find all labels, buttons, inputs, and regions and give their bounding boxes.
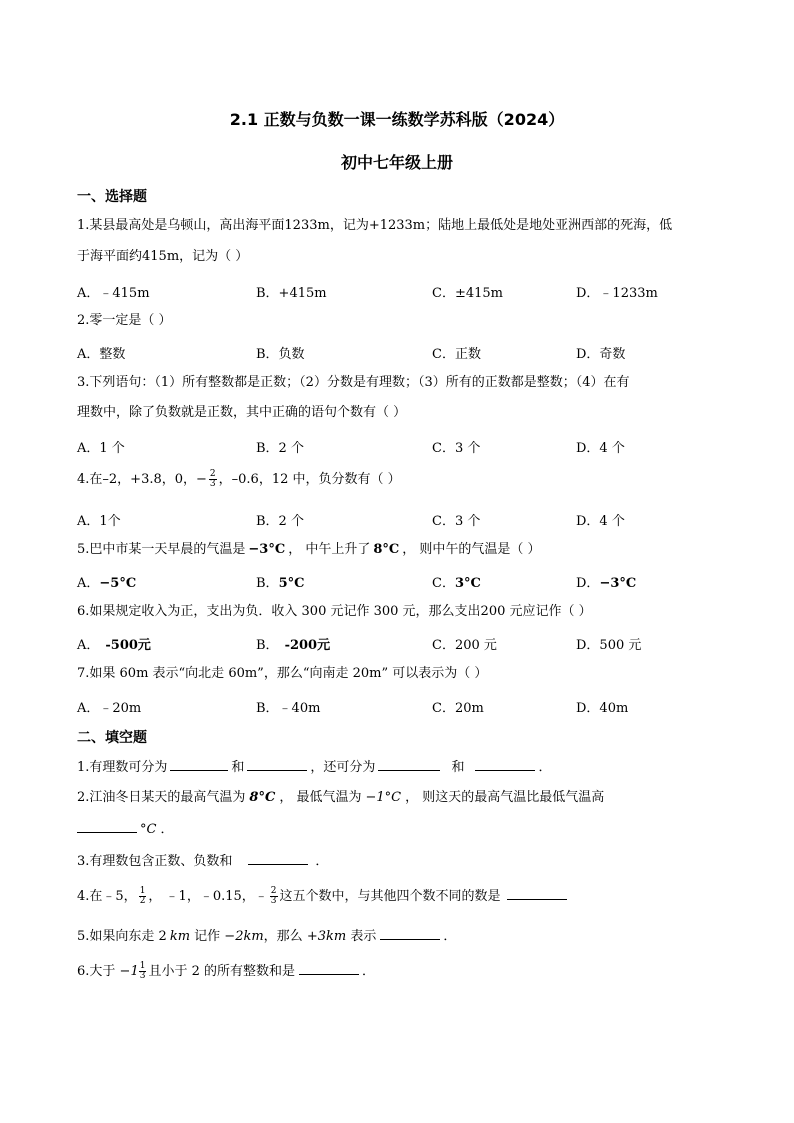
fill-2-blank[interactable] <box>77 820 137 833</box>
option-3c: C．3 个 <box>432 441 481 456</box>
question-4-minus: − <box>196 472 207 487</box>
fill-1-mid: ，还可分为 <box>310 760 376 775</box>
option-7b: B．﹣40m <box>256 701 321 716</box>
fill-5-mid-2: ，那么 <box>263 929 307 944</box>
fill-2-unit: °C <box>140 822 157 837</box>
question-5-temp-1: −3°C <box>248 542 286 557</box>
fill-3-blank[interactable] <box>248 852 308 865</box>
fill-4-pre: 4.在﹣5， <box>77 889 137 904</box>
fill-5-end: ． <box>443 929 457 944</box>
option-6b-value: -200元 <box>284 638 331 653</box>
fill-4-mid: ， ﹣1，﹣0.15，﹣ <box>148 889 268 904</box>
fill-1 <box>77 758 551 777</box>
option-5b-label: B． <box>256 576 279 591</box>
fill-2-post: ， 则这天的最高气温比最低气温高 <box>405 790 605 805</box>
fill-6 <box>77 962 375 981</box>
fill-2-line-1 <box>77 789 604 807</box>
fill-4-fraction-2 <box>270 887 278 906</box>
question-4 <box>77 470 401 489</box>
fill-5-blank[interactable] <box>380 927 440 940</box>
fill-4 <box>77 887 570 906</box>
question-4-pre: 4.在–2，+3.8，0， <box>77 472 197 487</box>
fill-3-pre: 3.有理数包含正数、负数和 <box>77 854 233 869</box>
option-5d-label: D． <box>576 576 600 591</box>
option-5a <box>77 572 136 591</box>
option-4b: B．2 个 <box>256 514 304 529</box>
option-5a-value: −5°C <box>99 576 137 591</box>
option-7c: C．20m <box>432 701 484 716</box>
fill-1-pre: 1.有理数可分为 <box>77 760 168 775</box>
document-title: 2.1 正数与负数一课一练数学苏科版（2024） <box>229 110 565 129</box>
fill-3-end: ． <box>315 854 329 869</box>
fill-5-mid-1: 记作 <box>190 929 225 944</box>
fill-4-denominator-2: 3 <box>270 896 277 906</box>
option-1c: C．±415m <box>432 286 503 301</box>
option-1b: B．+415m <box>256 286 327 301</box>
fill-5-value-1: −2km <box>224 929 264 944</box>
question-5-pre: 5.巴中市某一天早晨的气温是 <box>77 542 246 557</box>
option-5d <box>576 572 636 591</box>
fill-2-mid: ， 最低气温为 <box>279 790 362 805</box>
option-5b <box>256 572 304 591</box>
option-5d-value: −3°C <box>599 576 637 591</box>
fill-4-denominator-1: 2 <box>139 896 146 906</box>
option-6d: D．500 元 <box>576 638 642 653</box>
question-4-denominator: 3 <box>209 479 216 489</box>
document-subtitle: 初中七年级上册 <box>340 153 453 172</box>
option-7d: D．40m <box>576 701 629 716</box>
option-5c-label: C． <box>432 576 455 591</box>
question-4-numerator: 2 <box>209 469 216 479</box>
option-2a: A．整数 <box>77 347 126 362</box>
fill-2-pre: 2.江油冬日某天的最高气温为 <box>77 790 246 805</box>
option-3d: D．4 个 <box>576 441 625 456</box>
fill-1-blank-3[interactable] <box>378 758 440 771</box>
fill-1-and-1: 和 <box>231 760 245 775</box>
fill-5-pre: 5.如果向东走 2 <box>77 929 167 944</box>
fill-2-end: ． <box>160 822 174 837</box>
fill-6-numerator: 1 <box>139 961 146 971</box>
fill-6-denominator: 3 <box>139 971 146 981</box>
question-2: 2.零一定是（ ） <box>77 313 172 328</box>
fill-1-and-2: 和 <box>451 760 465 775</box>
question-5 <box>77 541 541 559</box>
fill-1-blank-2[interactable] <box>247 758 307 771</box>
fill-6-whole: −1 <box>119 964 139 979</box>
fill-1-end: ． <box>538 760 552 775</box>
option-6b-label: B． <box>256 638 279 653</box>
fill-5 <box>77 927 456 946</box>
option-4d: D．4 个 <box>576 514 625 529</box>
fill-4-numerator-1: 1 <box>139 886 146 896</box>
option-1a: A．﹣415m <box>77 286 150 301</box>
option-6a-label: A． <box>77 638 100 653</box>
fill-1-blank-4[interactable] <box>475 758 535 771</box>
fill-5-km: km <box>169 929 191 944</box>
option-5c <box>432 572 481 591</box>
option-6a <box>77 634 151 653</box>
question-1-line-1: 1.某县最高处是乌顿山，高出海平面1233m，记为+1233m；陆地上最低处是地处亚洲西部的死海，低 <box>77 218 673 233</box>
fill-5-post: 表示 <box>346 929 377 944</box>
fill-1-blank-1[interactable] <box>170 758 228 771</box>
option-2b: B．负数 <box>256 347 305 362</box>
fill-3 <box>77 852 328 871</box>
option-5c-value: 3°C <box>454 576 481 591</box>
fill-6-fraction <box>139 962 147 981</box>
fill-6-end: ． <box>362 964 376 979</box>
question-6: 6.如果规定收入为正，支出为负．收入 300 元记作 300 元，那么支出200 元应记作（ ） <box>77 604 592 619</box>
option-3a: A．1 个 <box>77 441 125 456</box>
question-3-line-1: 3.下列语句：（1）所有整数都是正数；（2）分数是有理数；（3）所有的正数都是整数；（4）在有 <box>77 375 630 390</box>
section-heading-fill: 二、填空题 <box>77 730 147 746</box>
option-5b-value: 5°C <box>278 576 305 591</box>
option-4c: C．3 个 <box>432 514 481 529</box>
fill-6-pre: 6.大于 <box>77 964 120 979</box>
question-5-mid: ， 中午上升了 <box>288 542 371 557</box>
option-4a: A．1个 <box>77 514 121 529</box>
fill-4-post: 这五个数中，与其他四个数不同的数是 <box>279 889 501 904</box>
option-3b: B．2 个 <box>256 441 304 456</box>
fill-6-post: 且小于 2 的所有整数和是 <box>148 964 295 979</box>
option-6a-value: -500元 <box>105 638 151 653</box>
fill-4-blank[interactable] <box>507 887 567 900</box>
fill-6-blank[interactable] <box>299 962 359 975</box>
option-1d: D．﹣1233m <box>576 286 658 301</box>
option-5a-label: A． <box>77 576 100 591</box>
question-1-line-2: 于海平面约415m，记为（ ） <box>77 249 249 264</box>
option-7a: A．﹣20m <box>77 701 142 716</box>
question-3-line-2: 理数中，除了负数就是正数，其中正确的语句个数有（ ） <box>77 405 407 420</box>
question-5-post: ， 则中午的气温是（ ） <box>402 542 541 557</box>
fill-5-value-2: +3km <box>306 929 347 944</box>
fill-4-numerator-2: 2 <box>270 886 277 896</box>
question-4-post: ，–0.6，12 中，负分数有（ ） <box>218 472 401 487</box>
fill-2-temp-high: 8°C <box>249 790 276 805</box>
section-heading-choice: 一、选择题 <box>77 189 147 205</box>
option-6c: C．200 元 <box>432 638 497 653</box>
question-4-fraction <box>209 470 217 489</box>
option-2c: C．正数 <box>432 347 481 362</box>
question-5-temp-2: 8°C <box>373 542 400 557</box>
option-2d: D．奇数 <box>576 347 626 362</box>
question-7: 7.如果 60m 表示“向北走 60m”，那么“向南走 20m” 可以表示为（ ） <box>77 666 488 681</box>
fill-2-line-2 <box>77 820 173 839</box>
option-6b <box>256 634 330 653</box>
fill-2-temp-low: −1°C <box>365 790 402 805</box>
fill-4-fraction-1 <box>139 887 147 906</box>
